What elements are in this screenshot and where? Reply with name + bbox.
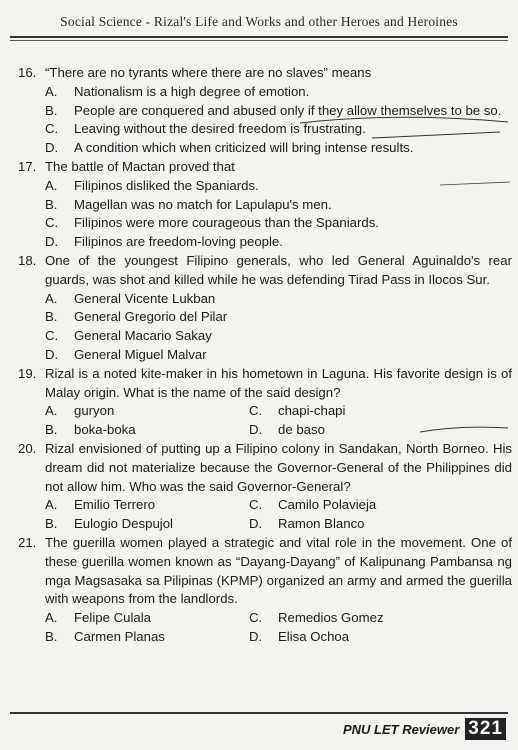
question-text: “There are no tyrants where there are no slaves” means — [45, 65, 372, 80]
option-b: B. Carmen Planas — [45, 628, 165, 644]
header-rule — [10, 36, 508, 38]
option-c: C. Leaving without the desired freedom is frustrating. — [45, 121, 366, 137]
option-a: A. Nationalism is a high degree of emotion. — [45, 83, 310, 99]
option-c: C. Camilo Polavieja — [249, 497, 377, 513]
question-text: One of the youngest Filipino generals, who led General Aguinaldo's rear guards, was shot and killed while he was defending Tirad Pass in Ilocos Sur. — [45, 252, 512, 287]
question-16 — [18, 64, 512, 158]
footer-label: PNU LET Reviewer — [342, 721, 460, 737]
question-text: The guerilla women played a strategic and vital role in the movement. One of these guerilla women known as “Dayang-Dayang” of Kalipunang Pambansa ng mga Magsasaka sa Pilipinas (KPMP) organized an army and armed the guerilla with weapons from the landlords. — [45, 534, 512, 607]
option-b: B. Magellan was no match for Lapulapu's men. — [45, 196, 332, 212]
option-c: C. Remedios Gomez — [249, 610, 384, 626]
option-b: B. boka-boka — [45, 422, 136, 438]
option-a: A. guryon — [45, 403, 115, 419]
option-b: B. General Gregorio del Pilar — [45, 309, 228, 325]
question-20 — [18, 440, 512, 534]
option-a: A. General Vicente Lukban — [45, 290, 216, 306]
option-d: D. de baso — [249, 422, 325, 438]
footer-rule — [10, 712, 508, 714]
question-number: 17. — [18, 158, 37, 174]
option-d: D. Filipinos are freedom-loving people. — [45, 234, 283, 250]
option-d: D. Ramon Blanco — [249, 516, 365, 532]
header-rule-thin — [10, 40, 508, 41]
question-19 — [18, 365, 512, 440]
option-d: D. A condition which when criticized will bring intense results. — [45, 140, 414, 156]
question-text: Rizal is a noted kite-maker in his hometown in Laguna. His favorite design is of Malay origin. What is the name of the said design? — [45, 365, 512, 400]
page-number: 321 — [465, 718, 506, 740]
option-c: C. Filipinos were more courageous than the Spaniards. — [45, 215, 379, 231]
option-d: D. Elisa Ochoa — [249, 628, 350, 644]
option-c: C. General Macario Sakay — [45, 328, 212, 344]
option-d: D. General Miguel Malvar — [45, 346, 207, 362]
question-number: 20. — [18, 440, 37, 456]
question-text: The battle of Mactan proved that — [45, 158, 235, 174]
option-a: A. Felipe Culala — [45, 610, 151, 626]
option-a: A. Filipinos disliked the Spaniards. — [45, 177, 259, 193]
option-b: B. Eulogio Despujol — [45, 516, 173, 532]
option-b: B. People are conquered and abused only if they allow themselves to be so. — [45, 102, 502, 118]
page-footer — [343, 718, 506, 740]
running-header: Social Science - Rizal's Life and Works and other Heroes and Heroines — [60, 14, 458, 29]
option-c: C. chapi-chapi — [249, 403, 346, 419]
option-a: A. Emilio Terrero — [45, 497, 156, 513]
question-21 — [18, 534, 512, 647]
question-number: 19. — [18, 365, 37, 381]
question-number: 16. — [18, 65, 37, 80]
question-text: Rizal envisioned of putting up a Filipino colony in Sandakan, North Borneo. His dream did not materialize because the Governor-General of the Philippines did not allow him. Who was the said Governor-General? — [45, 440, 512, 494]
question-18 — [18, 252, 512, 365]
question-number: 21. — [18, 534, 37, 550]
question-number: 18. — [18, 252, 37, 268]
question-17 — [18, 158, 512, 252]
question-list — [18, 64, 512, 647]
